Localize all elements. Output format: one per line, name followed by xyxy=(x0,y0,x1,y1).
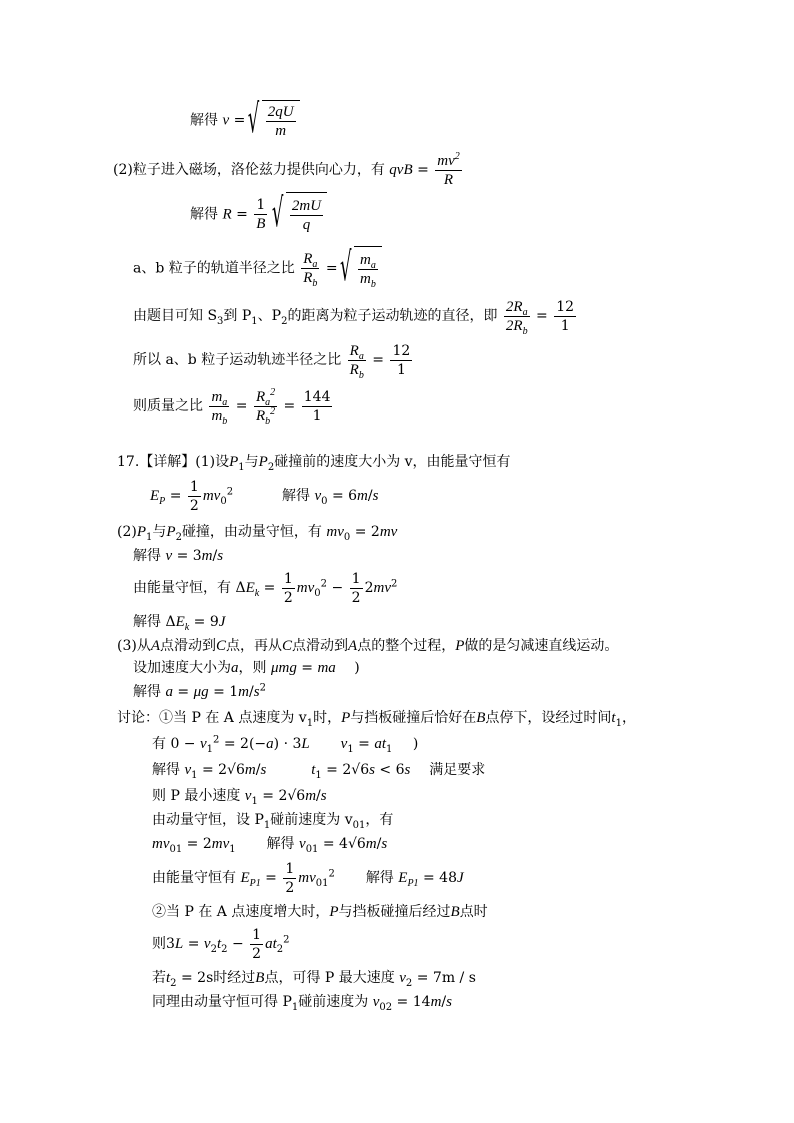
line-energy-p: $E_P$ = $\frac{1}{2}$ $mv_0^2$ 解得 $v_0 = 6m/s$ xyxy=(150,478,379,514)
line-v02: 同理由动量守恒可得 $P_1$碰前速度为 $v_{02} = 14m/s$ xyxy=(152,994,452,1013)
line-min-speed: 则 P 最小速度 $v_1 = 2√6m/s$ xyxy=(152,788,327,807)
line-discussion-1: 讨论：①当 P 在 A 点速度为 $v_1$时，P与挡板碰撞后恰好在B点停下，设经过时间$t_1$， xyxy=(117,710,636,729)
line-v-3: 解得 v = 3m/s xyxy=(133,548,224,564)
line-accel: 设加速度大小为a，则 μmg = ma ) xyxy=(133,660,360,676)
line-half-ratio: 所以 a、b 粒子运动轨迹半径之比 $\frac{R_a}{R_b}$ = $\frac{12}{1}$ xyxy=(133,342,411,381)
line-momentum: $(2)P_1$与$P_2$碰撞，由动量守恒，有 $mv_0 = 2mv$ xyxy=(117,524,398,543)
line-radius-ratio: a、b 粒子的轨道半径之比 $\frac{R_a}{R_b}$ = √ $\frac{m_a}{m_b}$ xyxy=(133,246,382,290)
line-energy-loss: 由能量守恒，有 $\Delta E_k$ = $\frac{1}{2}$ $mv_0^2$ − $\frac{1}{2}$ $2mv^2$ xyxy=(133,570,398,606)
line-part3: (3)从A点滑动到C点，再从C点滑动到A点的整个过程，P做的是匀减速直线运动。 xyxy=(117,638,619,654)
line-ep1: 由能量守恒有 $E_{P1}$ = $\frac{1}{2}$ $mv_{01}^2$ 解得 $E_{P1} = 48J$ xyxy=(152,860,464,896)
line-3l: 则$3L = v_2t_2$ − $\frac{1}{2}$ $at_2^2$ xyxy=(152,926,290,962)
line-v01-result: $mv_{01} = 2mv_1$ 解得 $v_{01} = 4√6m/s$ xyxy=(152,836,388,855)
line-a-result: 解得 $a = \mu g = 1m/s^2$ xyxy=(133,682,266,700)
line-t2: 若$t_2 = 2s$时经过B点，可得 P 最大速度 $v_2 = 7m / s$ xyxy=(152,970,476,989)
line-diameter: 由题目可知 $S_3$到 $P_1$、$P_2$的距离为粒子运动轨迹的直径，即 $\frac{2R_a}{2R_b}$ = $\frac{12}{1}$ xyxy=(133,298,575,337)
line-ek-9: 解得 $\Delta E_k = 9J$ xyxy=(133,614,226,633)
line-discussion-2: ②当 P 在 A 点速度增大时，P与挡板碰撞后经过B点时 xyxy=(152,904,488,920)
line-q17-header: 17.【详解】(1)设$P_1$与$P_2$碰撞前的速度大小为 v，由能量守恒有 xyxy=(117,454,511,473)
line-v1-result: 解得 $v_1 = 2√6m/s$ $t_1 = 2√6s < 6s$ 满足要求 xyxy=(152,762,486,781)
line-v-result: 解得 v = √ $\frac{2qU}{m}$ xyxy=(190,100,300,140)
line-r-result: 解得 R = $\frac{1}{B}$ √ $\frac{2mU}{q}$ xyxy=(190,192,327,236)
line-lorentz: (2)粒子进入磁场，洛伦兹力提供向心力，有 qvB = $\frac{mv^2}{R}$ xyxy=(113,150,460,188)
line-momentum-2: 由动量守恒，设 $P_1$碰前速度为 $v_{01}$，有 xyxy=(152,812,394,831)
line-eq-system: 有 $0 - v_1^2 = 2(-a) \cdot 3L$ $v_1 = at_1$ ) xyxy=(152,734,419,755)
line-mass-ratio: 则质量之比 $\frac{m_a}{m_b}$ = $\frac{R_a^2}{R_b^2}$ = $\frac{144}{1}$ xyxy=(133,386,331,427)
